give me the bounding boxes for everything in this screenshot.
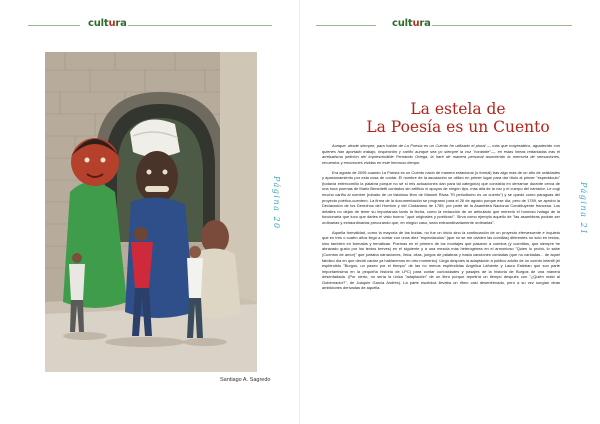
header-rule (432, 25, 572, 26)
article-paragraph: Aquella formalidad, como la mayoría de las bodas, no fue un inicio sino la continuación de un proyecto efervescente e inquieto que en tres o cuatro años llegó a contar con unos diez "espectáculos" (que no se me olviden las comillas) diferentes no solo en textos, sino también en formatos y temáticas. Poemas en el primero de los montajes que pasaron a cuentos (y cuentitos, que siempre he abrazado gusto por los textos breves) en el siguiente y a una mezcla más heterogénea en el armonioso "Quien lo probó, lo sabe (Cuentos de amor)" que juntaba narraciones, lírica, citas, juegos de palabras y hasta canciones contadas (que no cantadas... de aquel fatídico día en que decidí cantar ya hablaremos en otro momento). Llegó después la adaptación a público adulto de un cuento infantil (el espléndido "Burgos, un paseo por el tiempo" de las no menos espléndidas Angélica Lafuente y Laura Esteban que son parte importantísima en la pequeña historia de LPC) para contar curiosidades y pasajes de la historia de Burgos de una manera desenfadada. (Por cierto, no sería la única "adaptación" de un libro porque repetiría un tiempo después con "¿Quién mató al Gobernador?", de Joaquín García Andrés). La parte escénica llevaba un ritmo casi desenfrenado, pero a su vez surgían otras ambiciones derivadas de aquella. (322, 229, 560, 291)
header-rule (316, 25, 376, 26)
cultura-logo: cultura (88, 18, 127, 29)
left-header (0, 18, 300, 32)
cultura-logo: cultura (392, 18, 431, 29)
header-rule (28, 25, 80, 26)
article-paragraph: Era agosto de 2005 cuando La Poesía es un Cuento nació de manera estacional (o formal) tras algo más de un año de oralidades y apasionamiento por esta cosa de contar. El nombre de la asociación se utilizó en primer lugar para dar título al primer "espectáculo" (todavía entrecomillo la palabra porque no sé si mis actuaciones dan para tal categoría) que consistía en derramar durante cerca de una hora poemas de Mario Benedetti contados sin artificio ni apoyos de ningún tipo, más allá de la voz y el cuerpo del narrador. Le cogí mucho cariño al nombre (robado de un fabuloso libro de Manuel Rivas "El periodismo es un cuento") y se quedó como paraguas del proyecto poético-cuentero. La firma de la documentación se programó para el 26 de agosto porque ese día, pero de 1789, se aprobó la Declaración de los Derechos del Hombre y del Ciudadano de 1789, por parte de la Asamblea Nacional Constituyente francesa. Los detalles no dejan de tener su importancia tanto la fecha, como la redacción de un articulado que mereció el honroso halago de la funcionaria que tuvo que darles el visto bueno "¡qué originales y poéticos!". Sirva como ejemplo aquello de "las asambleas podrán ser ordinarias y extraordinarias precurando que, en ningún caso, sean extraordinariamente ordinarias". (322, 169, 560, 225)
title-line-1: La estela de (410, 100, 506, 118)
header-rule (128, 25, 272, 26)
photo-illustration (45, 52, 257, 372)
article-title (358, 100, 558, 136)
right-header (300, 18, 600, 32)
giant-figures-photo (45, 52, 257, 372)
page-number-right: Página 21 (579, 182, 588, 236)
photo-caption: Santiago A. Sagredo (220, 377, 271, 383)
article-body (322, 143, 560, 295)
title-line-2: La Poesía es un Cuento (366, 118, 550, 136)
page-number-left: Página 20 (272, 176, 281, 230)
article-paragraph-intro: Aunque, desde siempre, para hablar de La Poesía es un Cuento he utilizado el plural — más que mayestático, agradecido con quienes han aportado trabajo, inspiración y cariño aunque sea yo siempre la voz "contante"—, en estas líneas redactadas tras el arrebatisma petición del imprescindible Fernando Ortega, la haré de manera personal asumiendo la memoria de sensaciones, recuerdos y emociones vividas en este hermoso tiempo. (322, 143, 560, 165)
